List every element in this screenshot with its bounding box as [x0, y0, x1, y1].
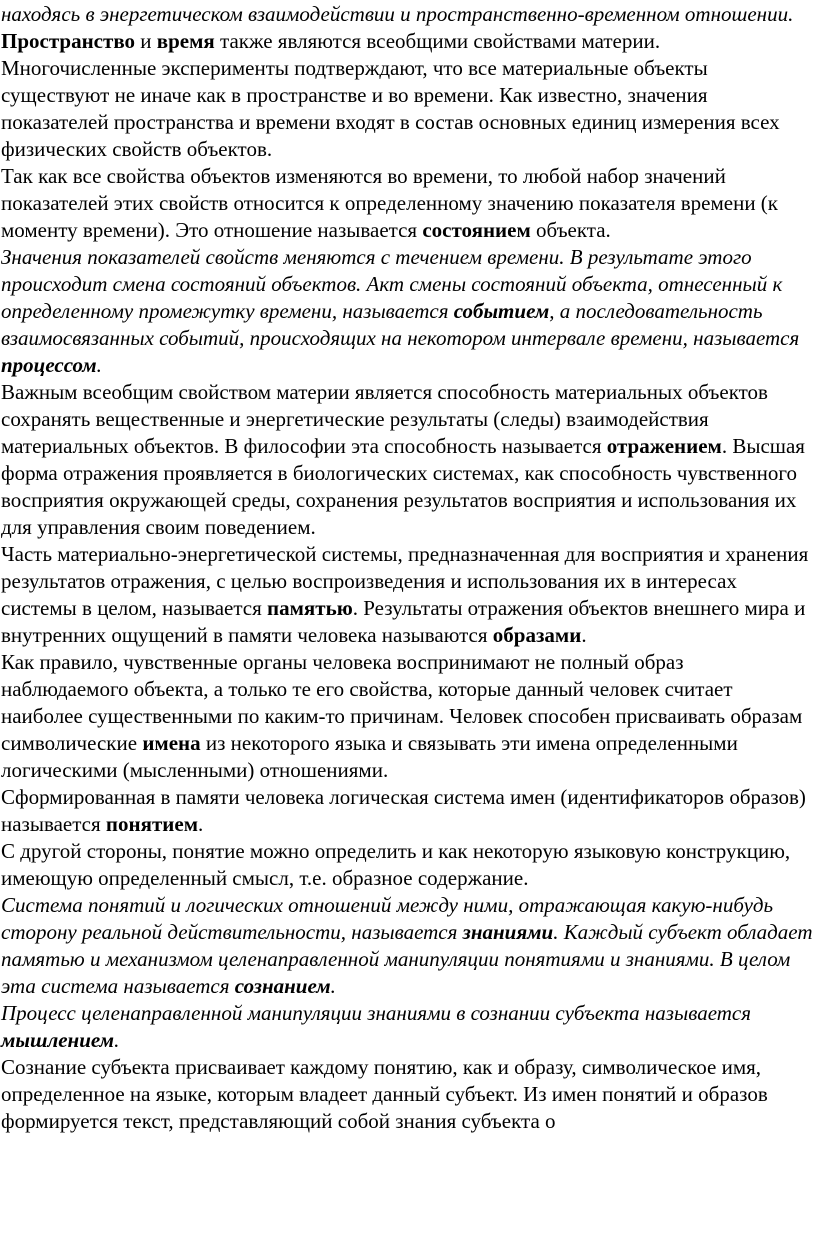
text-run: . Высшая форма отражения проявляется в биологических системах, как способность чувственного восприятия окружающей среды, сохранения результатов восприятия и использования их для управления своим поведением.	[1, 434, 805, 539]
term-concept: понятием	[105, 812, 199, 836]
term-consciousness: сознанием	[234, 974, 331, 998]
term-knowledge: знаниями	[462, 920, 554, 944]
term-process: процессом	[1, 353, 97, 377]
term-reflection: отражением	[606, 434, 722, 458]
text-run: .	[330, 974, 336, 998]
paragraph-knowledge-consciousness	[1, 892, 816, 1000]
paragraph-memory-images	[1, 541, 816, 649]
text-run: , а последовательность взаимосвязанных событий, происходящих на некотором интервале времени, называется	[1, 299, 800, 350]
text-run: Так как все свойства объектов изменяются во времени, то любой набор значений показателей этих свойств относится к определенному значению показателя времени (к моменту времени). Это отношение называется	[1, 164, 778, 242]
term-images: образами	[492, 623, 582, 647]
paragraph-intro	[1, 1, 816, 28]
text-run: Сознание субъекта присваивает каждому понятию, как и образу, символическое имя, определенное на языке, которым владеет данный субъект. Из имен понятий и образов формируется текст, представляющий собой знания субъекта о	[1, 1055, 768, 1133]
paragraph-concept-language	[1, 838, 816, 892]
text-run: Часть материально-энергетической системы, предназначенная для восприятия и хранения результатов отражения, с целью воспроизведения и использования их в интересах системы в целом, называется	[1, 542, 809, 620]
text-run: .	[96, 353, 102, 377]
paragraph-text-formation	[1, 1054, 816, 1135]
text-run: Как правило, чувственные органы человека воспринимают не полный образ наблюдаемого объекта, а только те его свойства, которые данный человек считает наиболее существенными по каким-то причинам. Человек способен присваивать образам символические	[1, 650, 803, 755]
term-memory: памятью	[267, 596, 353, 620]
paragraph-thinking	[1, 1000, 816, 1054]
paragraph-space-time	[1, 28, 816, 163]
paragraph-event-process	[1, 244, 816, 379]
term-state: состоянием	[422, 218, 531, 242]
text-run: Значения показателей свойств меняются с течением времени. В результате этого происходит смена состояний объектов. Акт смены состояний объекта, отнесенный к определенному промежутку времени, называется	[1, 245, 783, 323]
text-run: Важным всеобщим свойством материи является способность материальных объектов сохранять вещественные и энергетические результаты (следы) взаимодействия материальных объектов. В философии эта способность называется	[1, 380, 768, 458]
text-run: .	[581, 623, 587, 647]
text-run: .	[114, 1028, 120, 1052]
text-run: . Каждый субъект обладает памятью и механизмом целенаправленной манипуляции понятиями и знаниями. В целом эта система называется	[1, 920, 813, 998]
text-run: С другой стороны, понятие можно определить и как некоторую языковую конструкцию, имеющую определенный смысл, т.е. образное содержание.	[1, 839, 791, 890]
text-run: из некоторого языка и связывать эти имена определенными логическими (мысленными) отношениями.	[1, 731, 738, 782]
text-run: Сформированная в памяти человека логическая система имен (идентификаторов образов) называется	[1, 785, 806, 836]
term-event: событием	[453, 299, 550, 323]
paragraph-concept	[1, 784, 816, 838]
text-run: и	[135, 29, 157, 53]
text-run: Процесс целенаправленной манипуляции знаниями в сознании субъекта называется	[1, 1001, 751, 1025]
text-run: объекта.	[530, 218, 611, 242]
paragraph-reflection	[1, 379, 816, 541]
text-run: . Результаты отражения объектов внешнего мира и внутренних ощущений в памяти человека называются	[1, 596, 806, 647]
term-names: имена	[142, 731, 201, 755]
text-run: находясь в энергетическом взаимодействии и пространственно-временном отношении.	[1, 2, 794, 26]
text-run: также являются всеобщими свойствами материи. Многочисленные эксперименты подтверждают, что все материальные объекты существуют не иначе как в пространстве и во времени. Как известно, значения показателей пространства и времени входят в состав основных единиц измерения всех физических свойств объектов.	[1, 29, 780, 161]
paragraph-state	[1, 163, 816, 244]
text-run: Система понятий и логических отношений между ними, отражающая какую-нибудь сторону реальной действительности, называется	[1, 893, 774, 944]
term-time: время	[156, 29, 215, 53]
term-thinking: мышлением	[1, 1028, 115, 1052]
paragraph-names	[1, 649, 816, 784]
term-space: Пространство	[1, 29, 136, 53]
text-run: .	[198, 812, 204, 836]
